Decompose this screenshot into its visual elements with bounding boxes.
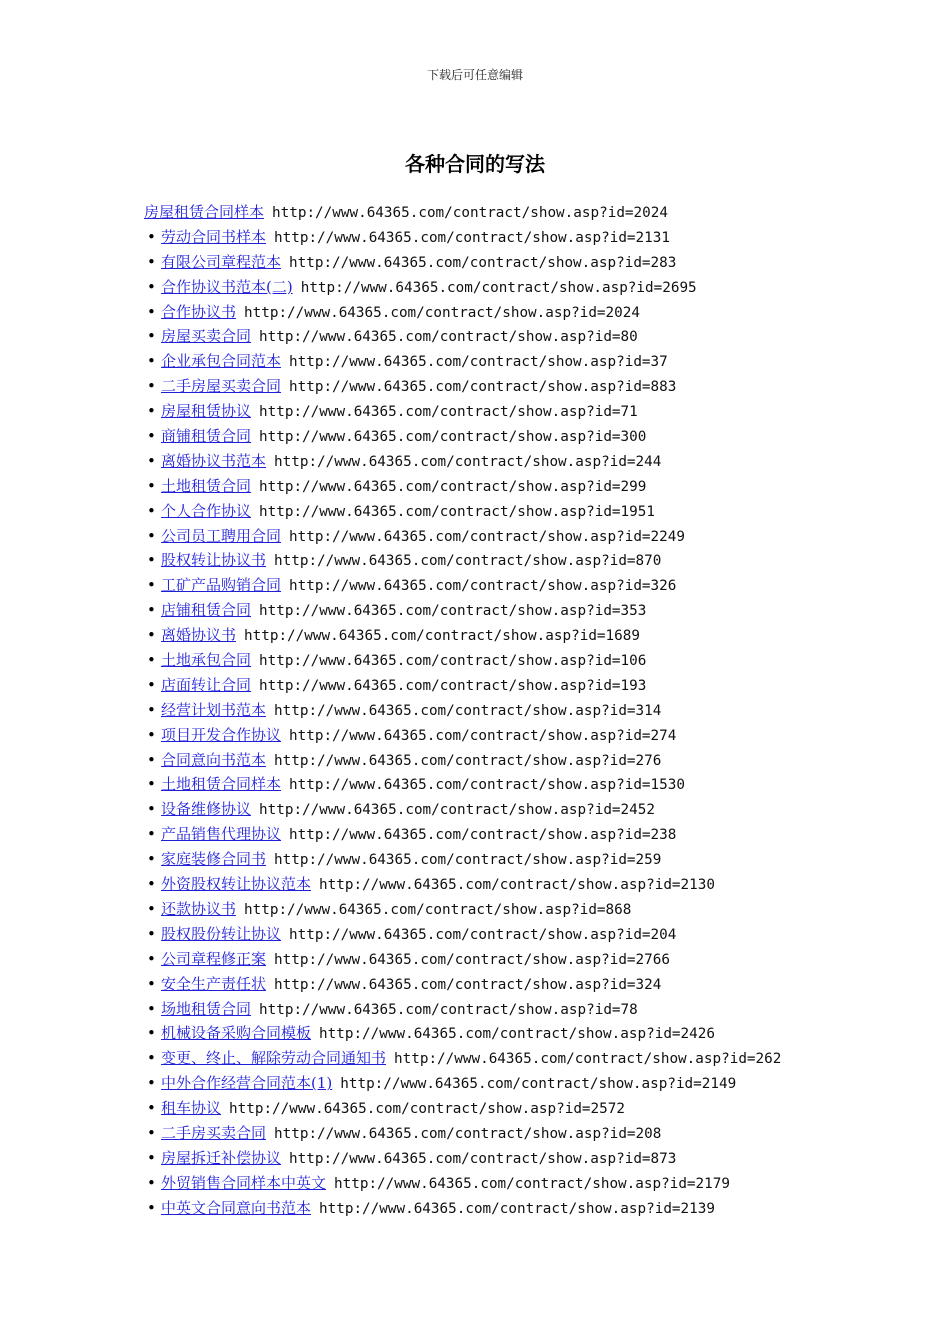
bullet-icon: • (147, 899, 156, 918)
list-item (144, 847, 781, 872)
list-item (144, 200, 781, 225)
contract-url: http://www.64365.com/contract/show.asp?id=868 (244, 901, 632, 918)
contract-link[interactable]: 外贸销售合同样本中英文 (161, 1173, 327, 1192)
list-item (144, 1196, 781, 1221)
contract-link[interactable]: 工矿产品购销合同 (161, 576, 282, 595)
bullet-icon: • (147, 725, 156, 744)
contract-link[interactable]: 租车协议 (161, 1099, 222, 1118)
bullet-icon: • (147, 1198, 156, 1217)
bullet-icon: • (147, 476, 156, 495)
contract-url: http://www.64365.com/contract/show.asp?id=238 (289, 827, 677, 844)
contract-url: http://www.64365.com/contract/show.asp?id=1951 (259, 503, 655, 520)
list-item (144, 648, 781, 673)
bullet-icon: • (147, 700, 156, 719)
contract-url: http://www.64365.com/contract/show.asp?id=78 (259, 1001, 638, 1018)
contract-link[interactable]: 中英文合同意向书范本 (161, 1198, 312, 1217)
contract-link[interactable]: 二手房屋买卖合同 (161, 377, 282, 396)
contract-url: http://www.64365.com/contract/show.asp?id=324 (274, 976, 662, 993)
list-item (144, 698, 781, 723)
list-item (144, 1046, 781, 1071)
bullet-icon: • (147, 1024, 156, 1043)
list-item (144, 1121, 781, 1146)
contract-link[interactable]: 土地租赁合同 (161, 476, 252, 495)
list-item (144, 1021, 781, 1046)
contract-link[interactable]: 外资股权转让协议范本 (161, 875, 312, 894)
contract-url: http://www.64365.com/contract/show.asp?id=276 (274, 752, 662, 769)
bullet-icon: • (147, 1123, 156, 1142)
bullet-icon: • (147, 576, 156, 595)
list-item (144, 922, 781, 947)
contract-url: http://www.64365.com/contract/show.asp?id=208 (274, 1125, 662, 1142)
bullet-icon: • (147, 302, 156, 321)
contract-url: http://www.64365.com/contract/show.asp?id=353 (259, 603, 647, 620)
contract-url: http://www.64365.com/contract/show.asp?id=2249 (289, 528, 685, 545)
list-item (144, 1071, 781, 1096)
contract-url: http://www.64365.com/contract/show.asp?id=283 (289, 254, 677, 271)
contract-url: http://www.64365.com/contract/show.asp?id=274 (289, 727, 677, 744)
bullet-icon: • (147, 850, 156, 869)
bullet-icon: • (147, 451, 156, 470)
contract-link[interactable]: 土地承包合同 (161, 651, 252, 670)
contract-url: http://www.64365.com/contract/show.asp?id=106 (259, 653, 647, 670)
contract-url: http://www.64365.com/contract/show.asp?id=873 (289, 1150, 677, 1167)
bullet-icon: • (147, 526, 156, 545)
list-item (144, 275, 781, 300)
contract-link[interactable]: 公司员工聘用合同 (161, 526, 282, 545)
contract-link[interactable]: 还款协议书 (161, 899, 237, 918)
bullet-icon: • (147, 327, 156, 346)
contract-link[interactable]: 个人合作协议 (161, 501, 252, 520)
contract-url: http://www.64365.com/contract/show.asp?id=193 (259, 677, 647, 694)
contract-link[interactable]: 离婚协议书范本 (161, 451, 267, 470)
contract-link[interactable]: 变更、终止、解除劳动合同通知书 (161, 1049, 387, 1068)
contract-url: http://www.64365.com/contract/show.asp?id=2452 (259, 802, 655, 819)
contract-url: http://www.64365.com/contract/show.asp?id=37 (289, 354, 668, 371)
contract-url: http://www.64365.com/contract/show.asp?id=244 (274, 453, 662, 470)
bullet-icon: • (147, 750, 156, 769)
list-item (144, 872, 781, 897)
contract-url: http://www.64365.com/contract/show.asp?id=2426 (319, 1026, 715, 1043)
contract-link[interactable]: 家庭装修合同书 (161, 850, 267, 869)
contract-url: http://www.64365.com/contract/show.asp?id=1530 (289, 777, 685, 794)
contract-link[interactable]: 安全生产责任状 (161, 974, 267, 993)
list-item (144, 997, 781, 1022)
contract-link[interactable]: 场地租赁合同 (161, 999, 252, 1018)
list-item (144, 374, 781, 399)
contract-link[interactable]: 股权股份转让协议 (161, 924, 282, 943)
list-item (144, 623, 781, 648)
bullet-icon: • (147, 252, 156, 271)
contract-link[interactable]: 劳动合同书样本 (161, 227, 267, 246)
bullet-icon: • (147, 1173, 156, 1192)
list-item (144, 1146, 781, 1171)
header-note: 下载后可任意编辑 (426, 68, 523, 82)
list-item (144, 947, 781, 972)
bullet-icon: • (147, 501, 156, 520)
contract-link[interactable]: 设备维修协议 (161, 800, 252, 819)
contract-link[interactable]: 公司章程修正案 (161, 949, 267, 968)
contract-link[interactable]: 合作协议书 (161, 302, 237, 321)
contract-link-list (144, 200, 781, 1221)
bullet-icon: • (147, 775, 156, 794)
contract-link[interactable]: 土地租赁合同样本 (161, 775, 282, 794)
contract-url: http://www.64365.com/contract/show.asp?id=2024 (272, 205, 668, 221)
contract-url: http://www.64365.com/contract/show.asp?id=2024 (244, 304, 640, 321)
contract-link[interactable]: 商铺租赁合同 (161, 427, 252, 446)
list-item (144, 772, 781, 797)
contract-link[interactable]: 有限公司章程范本 (161, 252, 282, 271)
document-title: 各种合同的写法 (405, 152, 545, 176)
contract-link[interactable]: 店面转让合同 (161, 675, 252, 694)
list-item (144, 250, 781, 275)
list-item (144, 324, 781, 349)
contract-url: http://www.64365.com/contract/show.asp?id=2149 (340, 1076, 737, 1093)
contract-link[interactable]: 项目开发合作协议 (161, 725, 282, 744)
contract-link[interactable]: 房屋租赁合同样本 (144, 203, 265, 221)
list-item (144, 548, 781, 573)
bullet-icon: • (147, 949, 156, 968)
contract-link[interactable]: 房屋拆迁补偿协议 (161, 1148, 282, 1167)
contract-url: http://www.64365.com/contract/show.asp?id=2139 (319, 1200, 715, 1217)
list-item (144, 822, 781, 847)
list-item (144, 598, 781, 623)
contract-url: http://www.64365.com/contract/show.asp?id=299 (259, 478, 647, 495)
contract-link[interactable]: 股权转让协议书 (161, 551, 267, 570)
contract-url: http://www.64365.com/contract/show.asp?id=204 (289, 926, 677, 943)
list-item (144, 349, 781, 374)
contract-url: http://www.64365.com/contract/show.asp?id=2766 (274, 951, 670, 968)
bullet-icon: • (147, 626, 156, 645)
bullet-icon: • (147, 974, 156, 993)
contract-link[interactable]: 经营计划书范本 (161, 700, 267, 719)
bullet-icon: • (147, 800, 156, 819)
contract-url: http://www.64365.com/contract/show.asp?id=262 (394, 1051, 782, 1068)
list-item (144, 424, 781, 449)
contract-url: http://www.64365.com/contract/show.asp?id=1689 (244, 628, 640, 645)
bullet-icon: • (147, 1099, 156, 1118)
contract-url: http://www.64365.com/contract/show.asp?id=71 (259, 404, 638, 421)
list-item (144, 225, 781, 250)
contract-url: http://www.64365.com/contract/show.asp?id=314 (274, 702, 662, 719)
bullet-icon: • (147, 651, 156, 670)
bullet-icon: • (147, 277, 156, 296)
bullet-icon: • (147, 402, 156, 421)
list-item (144, 1171, 781, 1196)
contract-link[interactable]: 中外合作经营合同范本(1) (161, 1074, 333, 1093)
contract-link[interactable]: 房屋买卖合同 (161, 327, 252, 346)
contract-url: http://www.64365.com/contract/show.asp?id=2179 (334, 1175, 730, 1192)
contract-link[interactable]: 店铺租赁合同 (161, 601, 252, 620)
contract-url: http://www.64365.com/contract/show.asp?id=2131 (274, 229, 670, 246)
bullet-icon: • (147, 427, 156, 446)
list-item (144, 797, 781, 822)
bullet-icon: • (147, 1049, 156, 1068)
list-item (144, 573, 781, 598)
contract-url: http://www.64365.com/contract/show.asp?id=2130 (319, 877, 715, 894)
list-item (144, 399, 781, 424)
contract-link[interactable]: 二手房买卖合同 (161, 1123, 267, 1142)
list-item (144, 673, 781, 698)
contract-url: http://www.64365.com/contract/show.asp?id=326 (289, 578, 677, 595)
bullet-icon: • (147, 227, 156, 246)
bullet-icon: • (147, 1074, 156, 1093)
bullet-icon: • (147, 601, 156, 620)
contract-url: http://www.64365.com/contract/show.asp?id=80 (259, 329, 638, 346)
list-item (144, 723, 781, 748)
contract-link[interactable]: 合同意向书范本 (161, 750, 267, 769)
contract-url: http://www.64365.com/contract/show.asp?id=300 (259, 429, 647, 446)
bullet-icon: • (147, 825, 156, 844)
list-item (144, 972, 781, 997)
bullet-icon: • (147, 352, 156, 371)
list-item (144, 524, 781, 549)
bullet-icon: • (147, 924, 156, 943)
list-item (144, 499, 781, 524)
contract-link[interactable]: 企业承包合同范本 (161, 352, 282, 371)
bullet-icon: • (147, 377, 156, 396)
contract-url: http://www.64365.com/contract/show.asp?id=870 (274, 553, 662, 570)
contract-link[interactable]: 产品销售代理协议 (161, 825, 282, 844)
list-item (144, 449, 781, 474)
contract-url: http://www.64365.com/contract/show.asp?id=883 (289, 379, 677, 396)
list-item (144, 748, 781, 773)
contract-url: http://www.64365.com/contract/show.asp?id=259 (274, 852, 662, 869)
contract-url: http://www.64365.com/contract/show.asp?id=2572 (229, 1101, 625, 1118)
list-item (144, 1096, 781, 1121)
list-item (144, 300, 781, 325)
contract-url: http://www.64365.com/contract/show.asp?id=2695 (300, 279, 697, 296)
list-item (144, 474, 781, 499)
contract-link[interactable]: 房屋租赁协议 (161, 402, 252, 421)
contract-link[interactable]: 离婚协议书 (161, 626, 237, 645)
contract-link[interactable]: 合作协议书范本(二) (161, 277, 293, 296)
contract-link[interactable]: 机械设备采购合同模板 (161, 1024, 312, 1043)
bullet-icon: • (147, 551, 156, 570)
bullet-icon: • (147, 999, 156, 1018)
list-item (144, 897, 781, 922)
bullet-icon: • (147, 1148, 156, 1167)
bullet-icon: • (147, 875, 156, 894)
bullet-icon: • (147, 675, 156, 694)
